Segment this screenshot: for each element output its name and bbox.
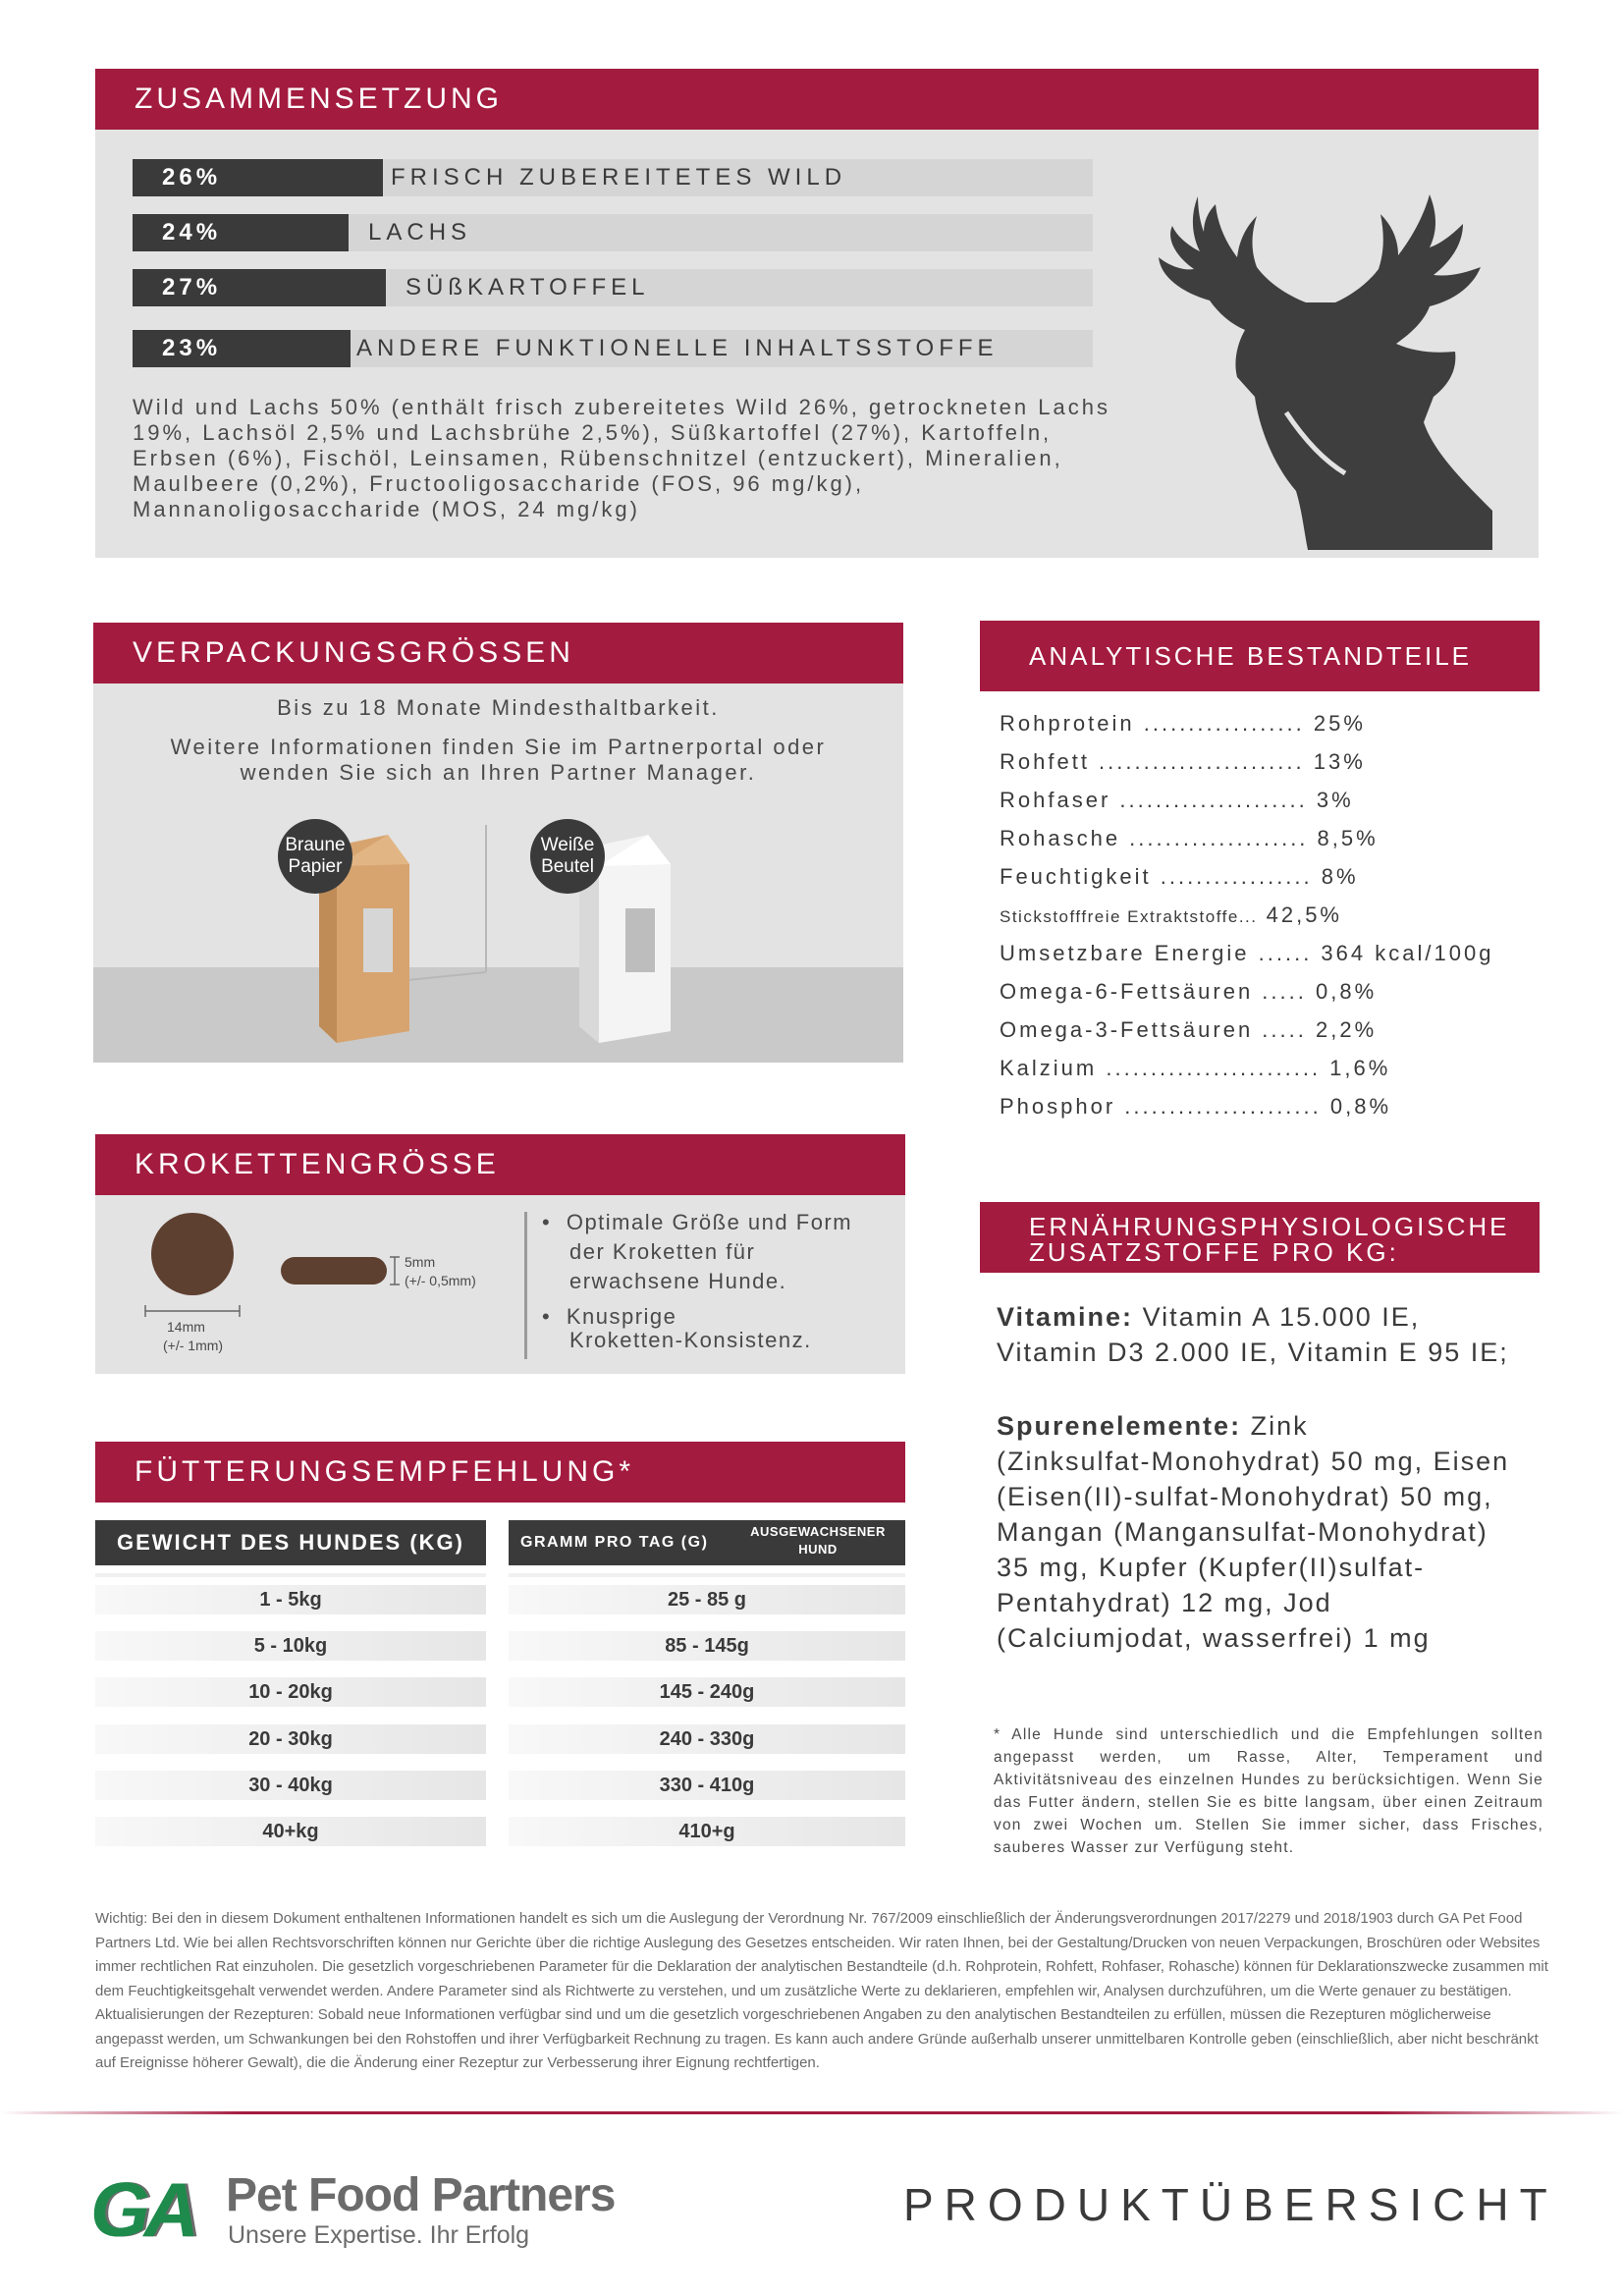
packaging-title: VERPACKUNGSGRÖSSEN (93, 623, 903, 683)
kibble-bullet: • Knusprige (542, 1304, 677, 1329)
trace-elements-line: Pentahydrat) 12 mg, Jod (997, 1588, 1332, 1617)
composition-percent: 23% (133, 330, 351, 367)
feeding-weight-cell: 10 - 20kg (95, 1677, 486, 1707)
feeding-col-weight-label: GEWICHT DES HUNDES (KG) (117, 1530, 464, 1555)
vitamins-block (997, 1299, 1576, 1370)
bag-label-brown (278, 819, 352, 894)
trace-elements-line: (Zinksulfat-Monohydrat) 50 mg, Eisen (997, 1447, 1510, 1476)
kibble-title: KROKETTENGRÖSSE (95, 1134, 905, 1195)
composition-percent: 26% (133, 159, 383, 196)
feeding-col-grams (509, 1520, 905, 1565)
kibble-divider (524, 1212, 527, 1359)
bag-label-line: Braune (285, 835, 346, 855)
analytical-line: Phosphor ...................... 0,8% (1000, 1094, 1392, 1119)
bag-label-line: Beutel (541, 856, 594, 877)
analytical-line: Rohfett ....................... 13% (1000, 749, 1366, 774)
kibble-height: 5mm (405, 1254, 436, 1270)
trace-elements-line: 35 mg, Kupfer (Kupfer(II)sulfat- (997, 1553, 1426, 1582)
feeding-grams-cell: 240 - 330g (509, 1724, 905, 1754)
analytical-line: Omega-3-Fettsäuren ..... 2,2% (1000, 1017, 1378, 1042)
packaging-illustration (93, 805, 903, 1063)
feeding-grams-cell: 85 - 145g (509, 1631, 905, 1661)
feeding-col-grams-label: GRAMM PRO TAG (G) (520, 1534, 709, 1551)
composition-label: SÜßKARTOFFEL (406, 274, 650, 301)
kibble-bullet-text: Knusprige (566, 1304, 677, 1329)
composition-row (133, 269, 1093, 306)
feeding-grams-cell: 410+g (509, 1817, 905, 1846)
trace-elements-label: Spurenelemente: (997, 1411, 1242, 1441)
feeding-weight-cell: 1 - 5kg (95, 1585, 486, 1614)
packaging-line: Bis zu 18 Monate Mindesthaltbarkeit. (277, 695, 720, 720)
feeding-col-grams-sub-b: HUND (798, 1542, 838, 1557)
kibble-height-tolerance: (+/- 0,5mm) (405, 1273, 476, 1288)
trace-elements-block (997, 1408, 1576, 1656)
composition-row (133, 214, 1093, 251)
kibble-bullet-cont: Kroketten-Konsistenz. (569, 1328, 812, 1352)
kibble-bullet-cont: erwachsene Hunde. (569, 1269, 787, 1293)
document-title: PRODUKTÜBERSICHT (903, 2179, 1558, 2230)
analytical-line: Rohfaser ..................... 3% (1000, 788, 1354, 812)
deer-icon (1139, 187, 1492, 550)
feeding-weight-cell: 40+kg (95, 1817, 486, 1846)
analytical-line: Kalzium ........................ 1,6% (1000, 1056, 1391, 1080)
feeding-grams-cell: 330 - 410g (509, 1771, 905, 1800)
feeding-col-grams-sub (739, 1523, 896, 1558)
composition-label: ANDERE FUNKTIONELLE INHALTSSTOFFE (356, 335, 999, 361)
kibble-bullet-text: Optimale Größe und Form (566, 1210, 853, 1234)
kibble-bullet: • Optimale Größe und Form (542, 1210, 853, 1234)
feeding-col-grams-sub-a: AUSGEWACHSENER (750, 1524, 886, 1539)
ga-logo-text: GA (90, 2166, 193, 2253)
feeding-grams-cell: 145 - 240g (509, 1677, 905, 1707)
kibble-diameter-tolerance: (+/- 1mm) (163, 1338, 224, 1353)
trace-elements-line: Mangan (Mangansulfat-Monohydrat) (997, 1517, 1488, 1547)
bag-label-white (530, 819, 605, 894)
analytical-line: Rohasche .................... 8,5% (1000, 826, 1379, 850)
packaging-line: Weitere Informationen finden Sie im Partnerportal oder (170, 735, 827, 759)
additives-title-line: ERNÄHRUNGSPHYSIOLOGISCHE (1029, 1212, 1510, 1241)
composition-label: FRISCH ZUBEREITETES WILD (391, 164, 847, 191)
analytical-line: Feuchtigkeit ................. 8% (1000, 864, 1359, 889)
composition-percent: 27% (133, 269, 386, 306)
trace-elements-line: (Eisen(II)-sulfat-Monohydrat) 50 mg, (997, 1482, 1493, 1511)
analytical-nfe-value: 42,5% (1266, 902, 1342, 927)
feeding-spacer (95, 1573, 486, 1577)
additives-title-line: ZUSATZSTOFFE PRO KG: (1029, 1237, 1399, 1267)
composition-label: LACHS (368, 219, 472, 246)
footer-divider (0, 2111, 1623, 2114)
bag-label-line: Papier (288, 856, 343, 877)
trace-elements-line: (Calciumjodat, wasserfrei) 1 mg (997, 1623, 1431, 1653)
trace-elements-text: Zink (1250, 1411, 1309, 1441)
composition-row (133, 159, 1093, 196)
feeding-spacer (509, 1573, 905, 1577)
feeding-col-weight (95, 1520, 486, 1565)
composition-text: Wild und Lachs 50% (enthält frisch zubereitetes Wild 26%, getrockneten Lachs 19%, Lachsöl 2,5% und Lachsbrühe 2,5%), Süßkartoffel (27%), Kartoffeln, Erbsen (6%), Fischöl, Leinsamen, Rübenschnitzel (entzuckert), Mineralien, Maulbeere (0,2%), Fructooligosaccharide (FOS, 96 mg/kg), Mannanoligosaccharide (MOS, 24 mg/kg) (133, 395, 1110, 521)
composition-title: ZUSAMMENSETZUNG (95, 69, 1539, 130)
analytical-title: ANALYTISCHE BESTANDTEILE (980, 621, 1540, 691)
bag-label-line: Weiße (540, 835, 595, 855)
feeding-weight-cell: 20 - 30kg (95, 1724, 486, 1754)
vitamins-text: Vitamin D3 2.000 IE, Vitamin E 95 IE; (997, 1338, 1509, 1367)
feeding-footnote: * Alle Hunde sind unterschiedlich und die Empfehlungen sollten angepasst werden, um Rasse, Alter, Temperament und Aktivitätsniveau des einzelnen Hundes zu berücksichtigen. Wenn Sie das Futter ändern, stellen Sie es bitte langsam, über einen Zeitraum von zwei Wochen um. Stellen Sie immer sicher, dass Frisches, sauberes Wasser zur Verfügung steht. (994, 1726, 1543, 1856)
vitamins-text: Vitamin A 15.000 IE, (1142, 1302, 1421, 1332)
composition-row (133, 330, 1093, 367)
feeding-grams-cell: 25 - 85 g (509, 1585, 905, 1614)
analytical-nfe-label: Stickstofffreie Extraktstoffe... (1000, 907, 1258, 926)
legal-disclaimer: Wichtig: Bei den in diesem Dokument enthaltenen Informationen handelt es sich um die Auslegung der Verordnung Nr. 767/2009 einschließlich der Änderungsverordnungen 2017/2279 und 2018/1903 durch GA Pet Food Partners Ltd. Wie bei allen Rechtsvorschriften können nur Gerichte über die richtige Auslegung des Gesetzes entscheiden. Wir raten Ihnen, bei der Gestaltung/Drucken von neuen Verpackungen, Broschüren oder Websites immer rechtlichen Rat einzuholen. Die gesetzlich vorgeschriebenen Parameter für die Deklaration der analytischen Bestandteile (d.h. Rohprotein, Rohfett, Rohfaser, Rohasche) können für Deklarationszwecke zusammen mit dem Feuchtigkeitsgehalt verwendet werden. Andere Parameter sind als Richtwerte zu verstehen, und um zusätzliche Werte zu deklarieren, empfehlen wir, Analysen durchzuführen, um die Werte genauer zu bestätigen. Aktualisierungen der Rezepturen: Sobald neue Informationen verfügbar sind und um die gesetzlich vorgeschriebenen Angaben zu den analytischen Bestandteilen zu erfüllen, müssen die Rezepturen möglicherweise angepasst werden, um Schwankungen bei den Rohstoffen und ihrer Verfügbarkeit Rechnung zu tragen. Es kann auch andere Gründe außerhalb unserer unmittelbaren Kontrolle geben (einschließlich, aber nicht beschränkt auf Ereignisse höherer Gewalt), die die Änderung einer Rezeptur zur Verbesserung ihrer Eignung rechtfertigen. (95, 1910, 1548, 2071)
kibble-bullets (542, 1208, 852, 1355)
packaging-line: wenden Sie sich an Ihren Partner Manager. (240, 760, 757, 785)
brand-tagline: Unsere Expertise. Ihr Erfolg (228, 2221, 530, 2249)
feeding-weight-cell: 30 - 40kg (95, 1771, 486, 1800)
kibble-bullet-cont: der Kroketten für (569, 1239, 756, 1264)
ga-logo-mark (90, 2166, 218, 2253)
kibble-diameter: 14mm (167, 1319, 205, 1335)
analytical-line: Umsetzbare Energie ...... 364 kcal/100g (1000, 941, 1494, 965)
feeding-title: FÜTTERUNGSEMPFEHLUNG* (95, 1442, 905, 1503)
analytical-line-nfe (1000, 902, 1342, 928)
analytical-line: Rohprotein .................. 25% (1000, 711, 1366, 736)
vitamins-label: Vitamine: (997, 1302, 1134, 1332)
analytical-line: Omega-6-Fettsäuren ..... 0,8% (1000, 979, 1378, 1004)
brand-name: Pet Food Partners (226, 2169, 616, 2221)
additives-title (980, 1202, 1540, 1273)
feeding-weight-cell: 5 - 10kg (95, 1631, 486, 1661)
composition-percent: 24% (133, 214, 349, 251)
